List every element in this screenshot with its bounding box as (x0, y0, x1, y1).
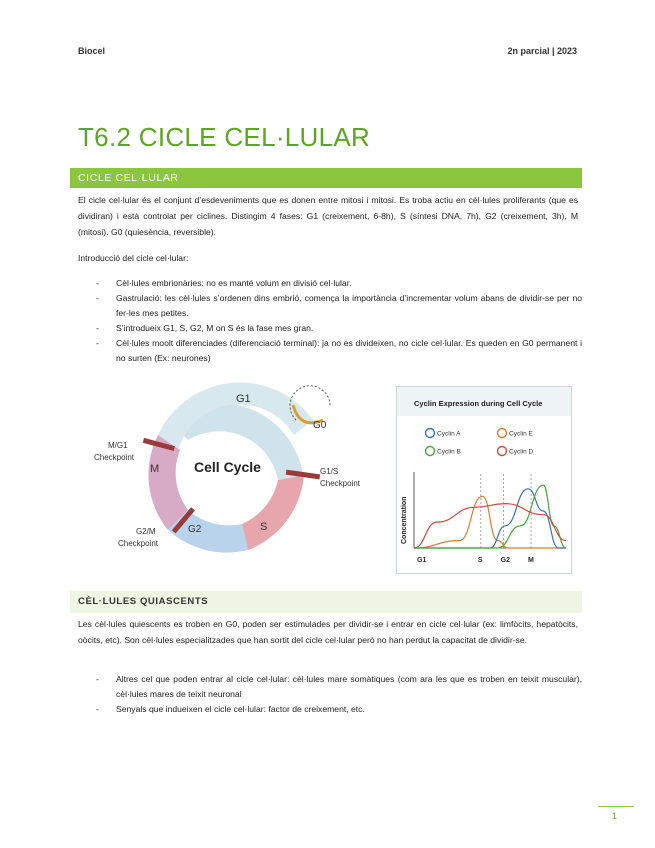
legend-marker (498, 447, 507, 456)
list-item: - Altres cel que poden entrar al cicle cel·lular: cèl·lules mare somàtiques (com ara les que es troben en teixit muscular), cèl·lules mares de teixit neuronal (96, 674, 582, 699)
g1-label: G1 (236, 393, 251, 405)
checkpoint-g2m-label: G2/M (136, 527, 156, 536)
page-title: T6.2 CICLE CEL·LULAR (78, 122, 371, 152)
x-tick-label: G2 (500, 557, 510, 564)
checkpoint-mg1-sub: Checkpoint (94, 453, 135, 462)
list-item: - S’introdueix G1, S, G2, M on S és la fase mes gran. (96, 323, 314, 333)
s-segment (242, 475, 304, 550)
center-label: Cell Cycle (194, 459, 261, 475)
legend-label: Cyclin D (509, 448, 534, 456)
section2-bullet-list (78, 672, 582, 717)
legend-label: Cyclin B (437, 448, 461, 456)
checkpoint-g2m-sub: Checkpoint (118, 539, 159, 548)
list-item: - Senyals que indueixen el cicle cel·lular: factor de creixement, etc. (96, 704, 365, 714)
section-heading-quiascents (70, 591, 582, 613)
x-tick-label: G1 (417, 557, 427, 564)
legend-marker (426, 429, 435, 438)
list-item: - Cèl·lules moolt diferenciades (diferenciació terminal): ja no es divideixen, no cicle cel·lular. Es queden en G0 permanent i no surten (Ex: neurones) (96, 338, 582, 363)
section1-paragraph: El cicle cel·lular és el conjunt d’esdeveniments que es donen entre mitosi i mitosi. Es troba actiu en cèl·lules proliferants (que es dividiran) i està controlat per ciclines. Distingim 4 fases: G1 (creixement, 6-8h), S (síntesi DNA, 7h), G2 (creixement, 3h), M (mitosi). G0 (quiesència, reversible). (78, 195, 578, 237)
legend-label: Cyclin A (437, 430, 461, 438)
cyclin-chart (396, 386, 572, 574)
x-tick-label: S (477, 557, 483, 564)
section2-heading-label: CÈL·LULES QUIASCENTS (78, 596, 209, 607)
section-heading-label: CICLE CEL·LULAR (78, 172, 179, 184)
series-line-cyclin-d (414, 504, 566, 548)
checkpoint-mg1-label: M/G1 (108, 441, 128, 450)
legend-label: Cyclin E (509, 430, 533, 438)
checkpoint-g1s-label: G1/S (320, 467, 339, 476)
x-tick-label: M (528, 557, 534, 564)
list-item: - Gastrulació: les cèl·lules s’ordenen dins embrió, comença la importància d’incrementar volum abans de dividir-se per no fer-les mes petites. (96, 293, 582, 318)
g0-label: G0 (313, 420, 327, 431)
s-label: S (260, 521, 268, 533)
footer-rule (598, 806, 634, 807)
chart-title: Cyclin Expression during Cell Cycle (414, 399, 543, 408)
cell-cycle-diagram (94, 380, 378, 560)
section-heading-cicle (70, 168, 582, 188)
header-right: 2n parcial | 2023 (507, 46, 577, 56)
checkpoint-g1s-sub: Checkpoint (320, 479, 361, 488)
header-left: Biocel (78, 46, 106, 56)
section1-bullet-list (78, 276, 582, 366)
page-number: 1 (612, 811, 618, 821)
intro-line: Introducció del cicle cel·lular: (78, 253, 189, 263)
legend-marker (498, 429, 507, 438)
g2-label: G2 (188, 524, 202, 535)
legend-marker (426, 447, 435, 456)
m-label: M (150, 463, 160, 475)
y-axis-label: Concentration (401, 496, 408, 544)
list-item: - Cèl·lules embrionàries: no es manté volum en divisió cel·lular. (96, 278, 352, 288)
section2-paragraph: Les cèl·lules quiescents es troben en G0, poden ser estimulades per dividir-se i entrar en cicle cel·lular (ex: limfòcits, hepatòcits, oòcits, etc). Son cèl·lules especialitzades que han sortit del cicle cel·lular però no han perdut la capacitat de dividir-se. (78, 619, 578, 645)
